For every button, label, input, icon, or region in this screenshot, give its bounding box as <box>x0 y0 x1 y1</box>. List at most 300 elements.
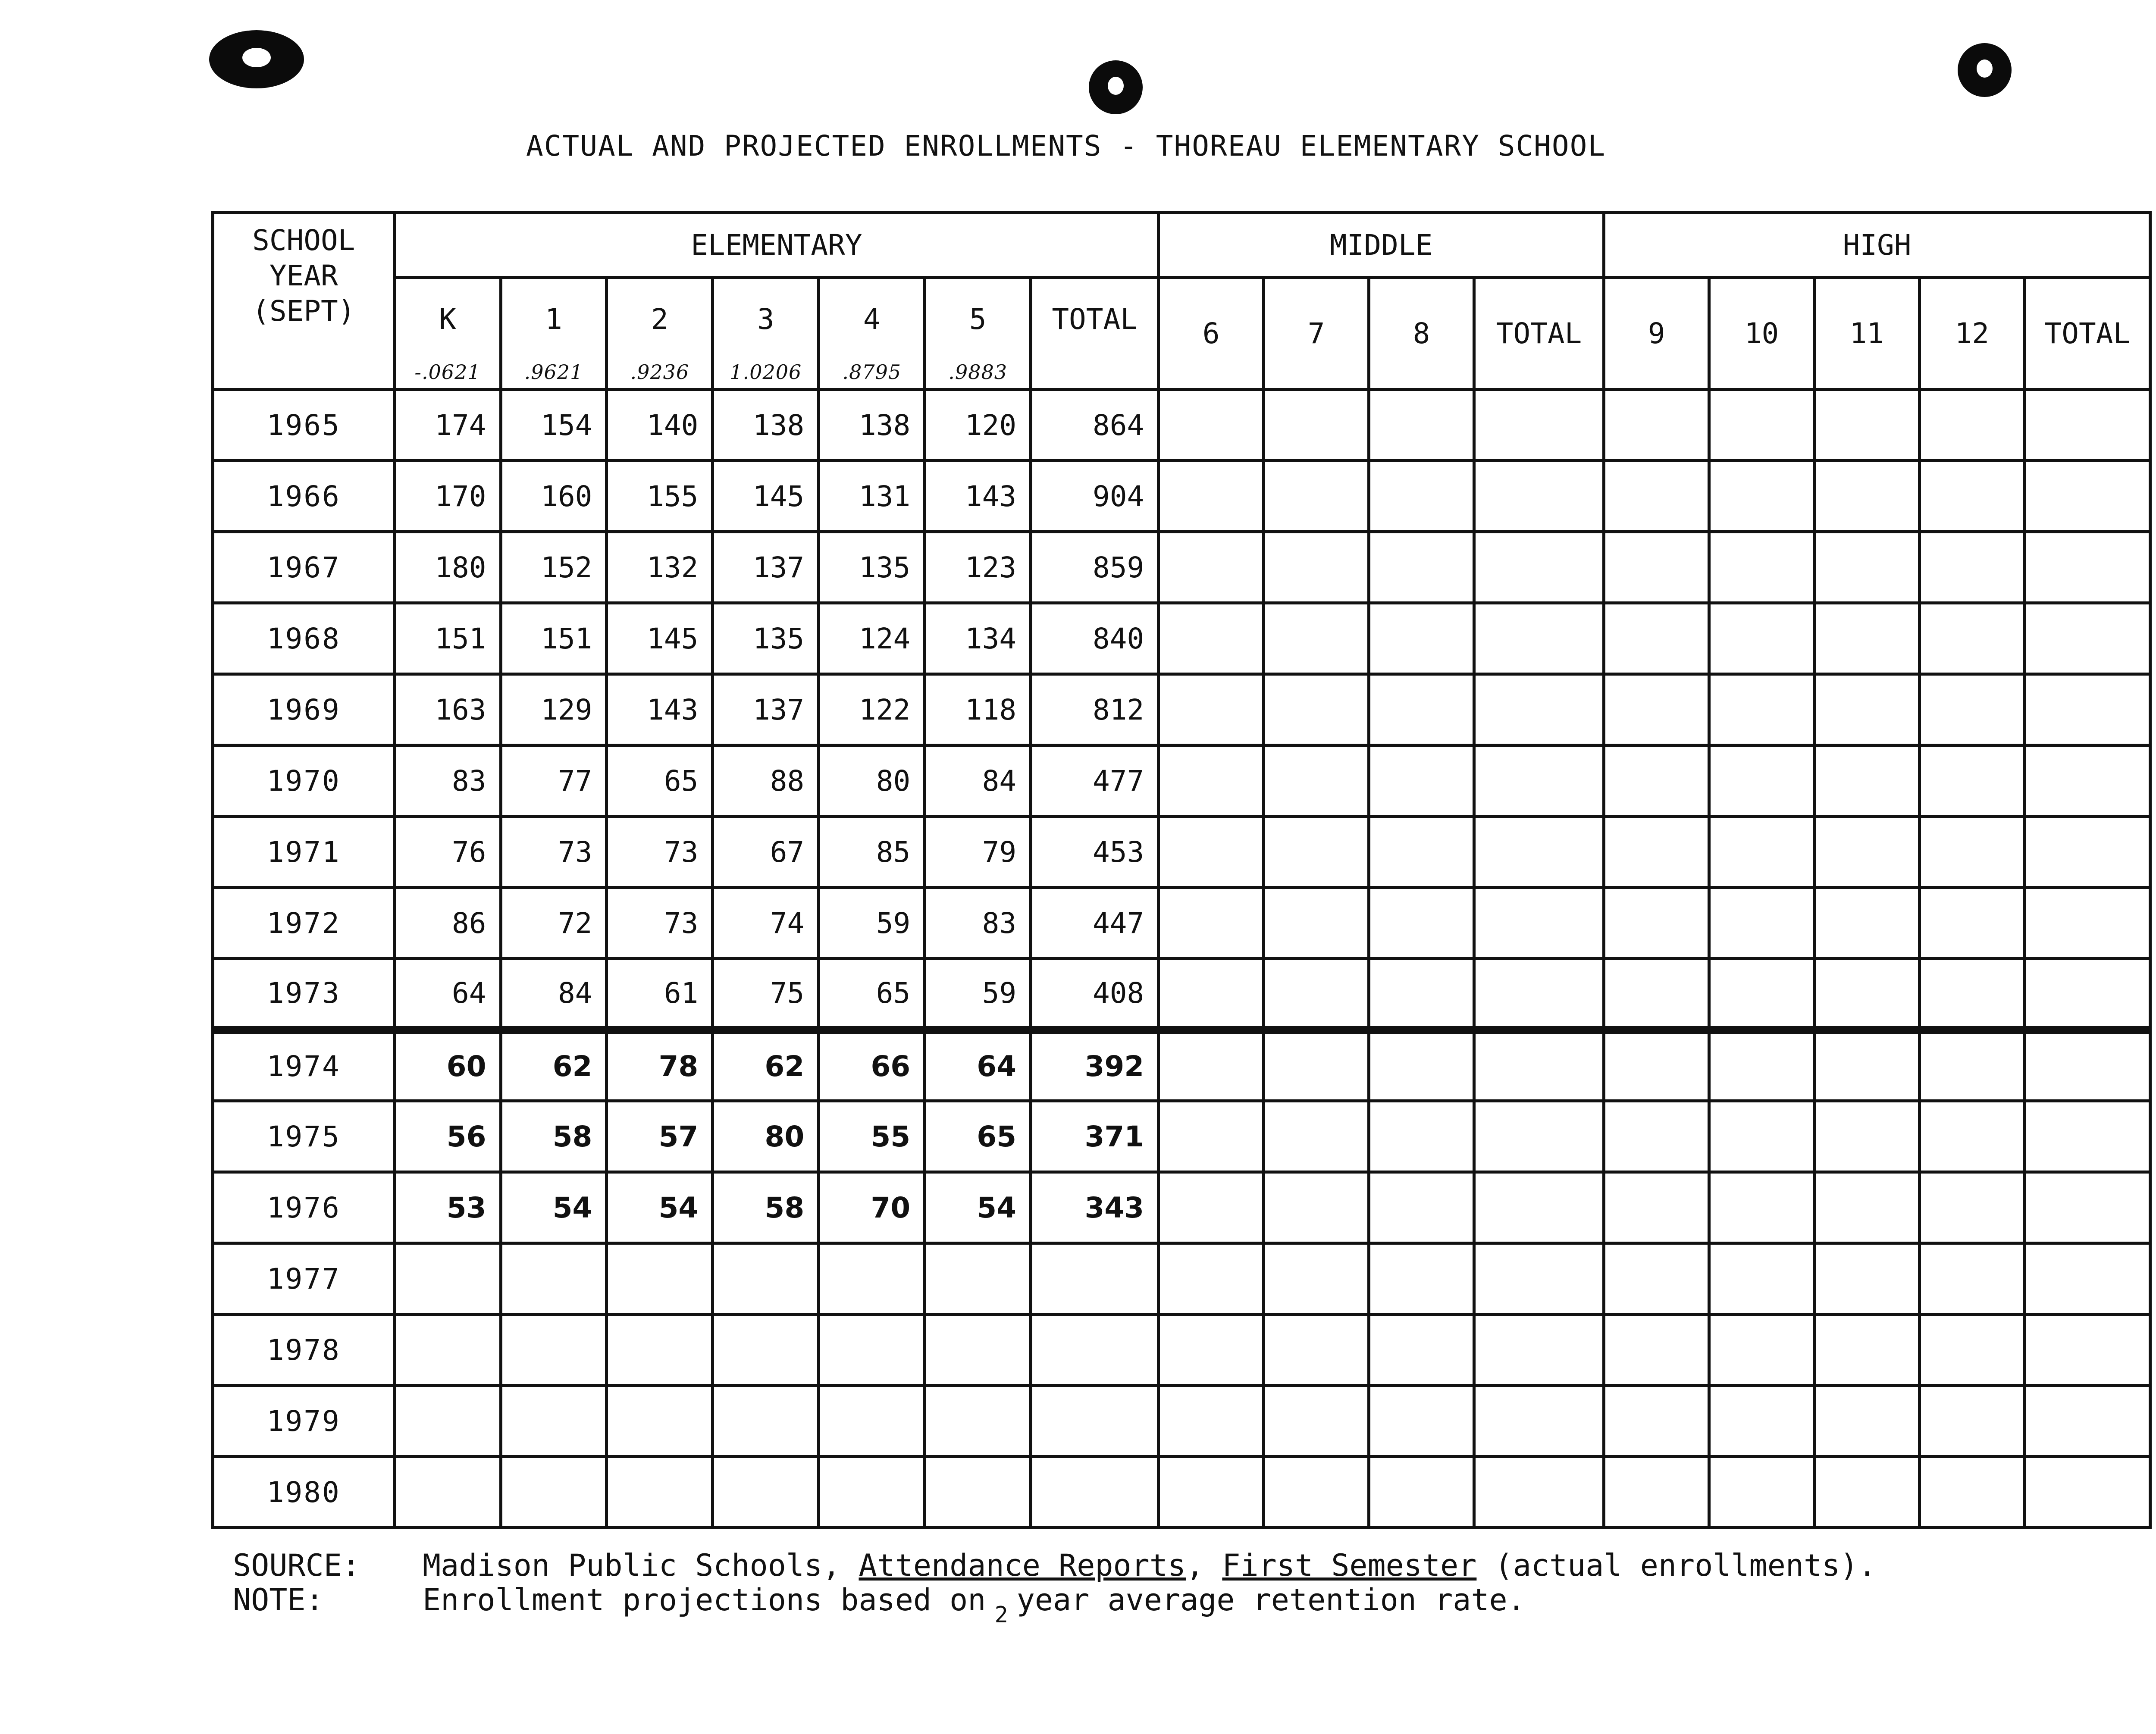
grade-header-4 <box>819 278 925 390</box>
school-year-cell: 1971 <box>213 817 395 888</box>
enrollment-cell <box>607 1386 713 1457</box>
note-text-end: year average retention rate. <box>1016 1582 1526 1618</box>
middle-group-header: MIDDLE <box>1159 213 1604 278</box>
high-empty-cell <box>1604 1030 1709 1101</box>
grade-header-8: 8 <box>1369 278 1474 390</box>
enrollment-cell: 53 <box>395 1172 501 1243</box>
middle-empty-cell <box>1474 1101 1604 1172</box>
high-empty-cell <box>1604 532 1709 603</box>
high-empty-cell <box>1919 888 2024 959</box>
high-empty-cell <box>1814 1457 1919 1528</box>
enrollment-cell <box>713 1243 819 1315</box>
middle-empty-cell <box>1474 1457 1604 1528</box>
retention-rate: .9621 <box>524 360 583 384</box>
middle-empty-cell <box>1369 1457 1474 1528</box>
enrollment-cell: 134 <box>925 603 1031 674</box>
elementary-total-cell: 477 <box>1031 745 1159 817</box>
source-comma: , <box>1186 1548 1204 1583</box>
enrollment-cell: 131 <box>819 461 925 532</box>
middle-empty-cell <box>1474 1030 1604 1101</box>
grade-label: K <box>439 303 456 336</box>
enrollment-cell: 58 <box>713 1172 819 1243</box>
high-empty-cell <box>1709 1030 1814 1101</box>
elementary-total-cell: 371 <box>1031 1101 1159 1172</box>
enrollment-cell <box>925 1315 1031 1386</box>
high-empty-cell <box>1604 674 1709 745</box>
middle-empty-cell <box>1264 532 1369 603</box>
school-year-cell: 1975 <box>213 1101 395 1172</box>
enrollment-cell: 135 <box>819 532 925 603</box>
enrollment-cell: 137 <box>713 532 819 603</box>
punch-hole-right <box>1958 43 2012 97</box>
high-empty-cell <box>1709 603 1814 674</box>
note-label: NOTE: <box>233 1582 324 1618</box>
elementary-total-cell <box>1031 1243 1159 1315</box>
elementary-total-cell: 453 <box>1031 817 1159 888</box>
enrollment-cell: 60 <box>395 1030 501 1101</box>
middle-empty-cell <box>1369 1315 1474 1386</box>
high-empty-cell <box>1919 390 2024 461</box>
middle-empty-cell <box>1264 1386 1369 1457</box>
high-empty-cell <box>1919 603 2024 674</box>
enrollment-cell <box>501 1386 607 1457</box>
grade-label: 3 <box>757 303 774 336</box>
middle-empty-cell <box>1159 603 1264 674</box>
middle-empty-cell <box>1369 461 1474 532</box>
high-empty-cell <box>1604 817 1709 888</box>
enrollment-cell: 140 <box>607 390 713 461</box>
enrollment-cell: 56 <box>395 1101 501 1172</box>
retention-rate: .9236 <box>630 360 689 384</box>
page-title: ACTUAL AND PROJECTED ENROLLMENTS - THOREAU ELEMENTARY SCHOOL <box>526 129 1606 163</box>
elementary-total-cell: 864 <box>1031 390 1159 461</box>
high-empty-cell <box>2024 888 2150 959</box>
high-empty-cell <box>2024 603 2150 674</box>
elementary-total-cell: 859 <box>1031 532 1159 603</box>
high-empty-cell <box>1709 390 1814 461</box>
enrollment-cell <box>501 1315 607 1386</box>
middle-empty-cell <box>1474 603 1604 674</box>
high-empty-cell <box>1709 532 1814 603</box>
high-empty-cell <box>1814 1030 1919 1101</box>
enrollment-cell: 123 <box>925 532 1031 603</box>
high-empty-cell <box>1814 1172 1919 1243</box>
enrollment-cell: 145 <box>607 603 713 674</box>
enrollment-cell <box>819 1457 925 1528</box>
high-empty-cell <box>2024 817 2150 888</box>
enrollment-cell: 137 <box>713 674 819 745</box>
enrollment-cell: 72 <box>501 888 607 959</box>
high-empty-cell <box>1709 745 1814 817</box>
high-empty-cell <box>1604 959 1709 1030</box>
school-year-cell: 1978 <box>213 1315 395 1386</box>
grade-label: 5 <box>969 303 987 336</box>
source-text-actual: (actual enrollments). <box>1495 1548 1877 1583</box>
school-year-cell: 1968 <box>213 603 395 674</box>
grade-header-row <box>213 278 2150 390</box>
high-empty-cell <box>1814 1101 1919 1172</box>
middle-empty-cell <box>1264 1315 1369 1386</box>
middle-empty-cell <box>1264 390 1369 461</box>
school-year-cell: 1973 <box>213 959 395 1030</box>
enrollment-cell: 132 <box>607 532 713 603</box>
elementary-total-cell <box>1031 1457 1159 1528</box>
middle-empty-cell <box>1264 1030 1369 1101</box>
source-reference-semester: First Semester <box>1222 1548 1477 1583</box>
grade-header-9: 9 <box>1604 278 1709 390</box>
high-empty-cell <box>2024 1243 2150 1315</box>
enrollment-cell: 138 <box>713 390 819 461</box>
elementary-total-cell: 408 <box>1031 959 1159 1030</box>
high-empty-cell <box>1604 1386 1709 1457</box>
high-empty-cell <box>1709 461 1814 532</box>
enrollment-cell: 73 <box>607 817 713 888</box>
middle-empty-cell <box>1159 461 1264 532</box>
high-empty-cell <box>2024 745 2150 817</box>
high-empty-cell <box>1814 817 1919 888</box>
enrollment-cell: 79 <box>925 817 1031 888</box>
enrollment-cell: 84 <box>501 959 607 1030</box>
high-empty-cell <box>1604 1315 1709 1386</box>
high-empty-cell <box>1604 745 1709 817</box>
table-row <box>213 390 2150 461</box>
group-header-row <box>213 213 2150 278</box>
note-text: Enrollment projections based on <box>423 1582 986 1618</box>
high-empty-cell <box>1919 1386 2024 1457</box>
source-label: SOURCE: <box>233 1548 360 1583</box>
middle-empty-cell <box>1159 745 1264 817</box>
grade-header-7: 7 <box>1264 278 1369 390</box>
enrollment-cell <box>501 1243 607 1315</box>
enrollment-cell: 138 <box>819 390 925 461</box>
high-empty-cell <box>1919 817 2024 888</box>
enrollment-cell: 160 <box>501 461 607 532</box>
enrollment-table <box>211 211 2152 1529</box>
middle-empty-cell <box>1369 1172 1474 1243</box>
high-empty-cell <box>1709 1101 1814 1172</box>
high-empty-cell <box>2024 390 2150 461</box>
high-empty-cell <box>1814 1386 1919 1457</box>
middle-empty-cell <box>1369 817 1474 888</box>
enrollment-cell: 59 <box>819 888 925 959</box>
enrollment-cell <box>925 1386 1031 1457</box>
enrollment-cell: 54 <box>501 1172 607 1243</box>
grade-header-12: 12 <box>1919 278 2024 390</box>
enrollment-cell <box>819 1243 925 1315</box>
middle-empty-cell <box>1474 1172 1604 1243</box>
high-empty-cell <box>2024 674 2150 745</box>
enrollment-cell: 75 <box>713 959 819 1030</box>
middle-empty-cell <box>1369 390 1474 461</box>
enrollment-cell: 88 <box>713 745 819 817</box>
grade-label: TOTAL <box>1052 303 1138 336</box>
enrollment-cell <box>713 1457 819 1528</box>
school-year-header-line-1: SCHOOL <box>252 224 355 257</box>
retention-rate: .8795 <box>842 360 902 384</box>
enrollment-cell: 120 <box>925 390 1031 461</box>
high-empty-cell <box>1604 1101 1709 1172</box>
school-year-cell: 1965 <box>213 390 395 461</box>
middle-empty-cell <box>1264 1457 1369 1528</box>
middle-empty-cell <box>1264 745 1369 817</box>
middle-empty-cell <box>1159 532 1264 603</box>
source-reference-attendance: Attendance Reports <box>859 1548 1186 1583</box>
grade-label: 1 <box>545 303 562 336</box>
source-text: Madison Public Schools, <box>423 1548 841 1583</box>
high-empty-cell <box>2024 1030 2150 1101</box>
elementary-total-cell: 904 <box>1031 461 1159 532</box>
enrollment-cell: 151 <box>501 603 607 674</box>
middle-empty-cell <box>1264 1243 1369 1315</box>
enrollment-cell: 154 <box>501 390 607 461</box>
high-empty-cell <box>1919 1457 2024 1528</box>
middle-empty-cell <box>1264 461 1369 532</box>
high-empty-cell <box>1814 1315 1919 1386</box>
enrollment-cell: 67 <box>713 817 819 888</box>
school-year-cell: 1977 <box>213 1243 395 1315</box>
high-empty-cell <box>1709 1172 1814 1243</box>
middle-empty-cell <box>1159 1457 1264 1528</box>
enrollment-cell <box>395 1457 501 1528</box>
enrollment-cell: 62 <box>501 1030 607 1101</box>
middle-empty-cell <box>1159 1243 1264 1315</box>
high-empty-cell <box>2024 532 2150 603</box>
enrollment-cell: 143 <box>607 674 713 745</box>
middle-empty-cell <box>1474 1386 1604 1457</box>
high-empty-cell <box>1814 959 1919 1030</box>
table-row <box>213 603 2150 674</box>
school-year-cell: 1980 <box>213 1457 395 1528</box>
high-group-header: HIGH <box>1604 213 2150 278</box>
middle-empty-cell <box>1474 532 1604 603</box>
high-empty-cell <box>1814 1243 1919 1315</box>
enrollment-cell: 64 <box>925 1030 1031 1101</box>
middle-empty-cell <box>1159 1172 1264 1243</box>
enrollment-cell: 54 <box>607 1172 713 1243</box>
elementary-total-cell: 447 <box>1031 888 1159 959</box>
elementary-total-cell <box>1031 1386 1159 1457</box>
enrollment-cell <box>395 1386 501 1457</box>
enrollment-cell: 152 <box>501 532 607 603</box>
enrollment-cell: 151 <box>395 603 501 674</box>
enrollment-cell: 70 <box>819 1172 925 1243</box>
high-empty-cell <box>1814 603 1919 674</box>
high-empty-cell <box>2024 461 2150 532</box>
high-empty-cell <box>1604 603 1709 674</box>
table-row <box>213 1030 2150 1101</box>
table-row <box>213 1172 2150 1243</box>
high-empty-cell <box>1604 461 1709 532</box>
middle-empty-cell <box>1264 817 1369 888</box>
elementary-total-cell: 392 <box>1031 1030 1159 1101</box>
enrollment-cell: 129 <box>501 674 607 745</box>
enrollment-cell <box>395 1243 501 1315</box>
high-empty-cell <box>1709 1386 1814 1457</box>
school-year-header-line-3: (SEPT) <box>252 294 355 328</box>
middle-empty-cell <box>1159 817 1264 888</box>
school-year-cell: 1969 <box>213 674 395 745</box>
enrollment-cell: 55 <box>819 1101 925 1172</box>
enrollment-cell: 61 <box>607 959 713 1030</box>
source-line <box>233 1548 1877 1583</box>
middle-empty-cell <box>1474 888 1604 959</box>
note-number: 2 <box>994 1602 1008 1628</box>
enrollment-cell: 76 <box>395 817 501 888</box>
middle-empty-cell <box>1369 888 1474 959</box>
enrollment-cell: 174 <box>395 390 501 461</box>
middle-empty-cell <box>1474 959 1604 1030</box>
enrollment-cell <box>925 1457 1031 1528</box>
school-year-cell: 1966 <box>213 461 395 532</box>
high-empty-cell <box>2024 1101 2150 1172</box>
middle-empty-cell <box>1264 603 1369 674</box>
enrollment-cell: 59 <box>925 959 1031 1030</box>
middle-empty-cell <box>1474 390 1604 461</box>
school-year-header-line-2: YEAR <box>269 259 338 292</box>
high-empty-cell <box>1604 888 1709 959</box>
elementary-total-cell: 343 <box>1031 1172 1159 1243</box>
middle-empty-cell <box>1159 390 1264 461</box>
high-empty-cell <box>1709 1243 1814 1315</box>
middle-empty-cell <box>1264 674 1369 745</box>
grade-label: 4 <box>863 303 881 336</box>
enrollment-cell <box>607 1315 713 1386</box>
grade-header-6: 6 <box>1159 278 1264 390</box>
high-empty-cell <box>1709 1457 1814 1528</box>
enrollment-cell: 170 <box>395 461 501 532</box>
high-empty-cell <box>1604 1243 1709 1315</box>
high-empty-cell <box>2024 1315 2150 1386</box>
enrollment-cell: 118 <box>925 674 1031 745</box>
high-empty-cell <box>1604 1457 1709 1528</box>
enrollment-cell: 145 <box>713 461 819 532</box>
enrollment-cell <box>819 1315 925 1386</box>
high-empty-cell <box>2024 1386 2150 1457</box>
enrollment-cell: 83 <box>395 745 501 817</box>
middle-total-header: TOTAL <box>1474 278 1604 390</box>
middle-empty-cell <box>1369 674 1474 745</box>
elementary-total-header <box>1031 278 1159 390</box>
middle-empty-cell <box>1474 674 1604 745</box>
middle-empty-cell <box>1159 1315 1264 1386</box>
enrollment-cell: 124 <box>819 603 925 674</box>
middle-empty-cell <box>1264 1101 1369 1172</box>
enrollment-cell: 73 <box>607 888 713 959</box>
middle-empty-cell <box>1159 888 1264 959</box>
enrollment-cell: 163 <box>395 674 501 745</box>
enrollment-cell <box>395 1315 501 1386</box>
enrollment-cell: 80 <box>819 745 925 817</box>
high-empty-cell <box>1814 532 1919 603</box>
elementary-total-cell <box>1031 1315 1159 1386</box>
grade-header-5 <box>925 278 1031 390</box>
grade-header-11: 11 <box>1814 278 1919 390</box>
enrollment-cell: 83 <box>925 888 1031 959</box>
enrollment-cell: 78 <box>607 1030 713 1101</box>
high-empty-cell <box>1919 461 2024 532</box>
school-year-cell: 1974 <box>213 1030 395 1101</box>
enrollment-cell: 155 <box>607 461 713 532</box>
high-empty-cell <box>1919 1172 2024 1243</box>
high-empty-cell <box>1709 959 1814 1030</box>
table-row <box>213 674 2150 745</box>
table-row <box>213 745 2150 817</box>
enrollment-cell: 143 <box>925 461 1031 532</box>
high-empty-cell <box>1604 390 1709 461</box>
table-row <box>213 1457 2150 1528</box>
middle-empty-cell <box>1369 1030 1474 1101</box>
school-year-cell: 1976 <box>213 1172 395 1243</box>
grade-header-10: 10 <box>1709 278 1814 390</box>
school-year-cell: 1972 <box>213 888 395 959</box>
enrollment-cell: 86 <box>395 888 501 959</box>
middle-empty-cell <box>1369 603 1474 674</box>
middle-empty-cell <box>1264 888 1369 959</box>
middle-empty-cell <box>1474 1315 1604 1386</box>
note-line <box>233 1582 1526 1628</box>
table-body <box>213 390 2150 1528</box>
school-year-cell: 1979 <box>213 1386 395 1457</box>
high-empty-cell <box>1604 1172 1709 1243</box>
high-empty-cell <box>1919 1030 2024 1101</box>
high-empty-cell <box>2024 959 2150 1030</box>
enrollment-cell: 64 <box>395 959 501 1030</box>
school-year-header <box>213 213 395 390</box>
enrollment-cell <box>501 1457 607 1528</box>
retention-rate: -.0621 <box>414 360 481 384</box>
punch-hole-left <box>209 30 304 88</box>
middle-empty-cell <box>1159 674 1264 745</box>
enrollment-cell <box>713 1315 819 1386</box>
middle-empty-cell <box>1369 1101 1474 1172</box>
grade-header-k <box>395 278 501 390</box>
table-row <box>213 1315 2150 1386</box>
middle-empty-cell <box>1474 745 1604 817</box>
high-empty-cell <box>1709 888 1814 959</box>
enrollment-cell <box>607 1457 713 1528</box>
grade-label: 2 <box>651 303 668 336</box>
grade-header-2 <box>607 278 713 390</box>
enrollment-cell: 54 <box>925 1172 1031 1243</box>
enrollment-cell: 122 <box>819 674 925 745</box>
grade-header-1 <box>501 278 607 390</box>
grade-header-3 <box>713 278 819 390</box>
high-empty-cell <box>1709 817 1814 888</box>
retention-rate: 1.0206 <box>730 360 802 384</box>
enrollment-cell: 77 <box>501 745 607 817</box>
school-year-cell: 1970 <box>213 745 395 817</box>
high-empty-cell <box>1919 745 2024 817</box>
middle-empty-cell <box>1159 1101 1264 1172</box>
enrollment-cell: 65 <box>819 959 925 1030</box>
middle-empty-cell <box>1159 959 1264 1030</box>
elementary-group-header: ELEMENTARY <box>395 213 1159 278</box>
table-row <box>213 1243 2150 1315</box>
high-empty-cell <box>1919 1315 2024 1386</box>
high-empty-cell <box>1709 1315 1814 1386</box>
school-year-cell: 1967 <box>213 532 395 603</box>
enrollment-cell: 65 <box>925 1101 1031 1172</box>
enrollment-cell: 65 <box>607 745 713 817</box>
middle-empty-cell <box>1159 1386 1264 1457</box>
high-empty-cell <box>1814 888 1919 959</box>
high-empty-cell <box>2024 1172 2150 1243</box>
enrollment-cell: 80 <box>713 1101 819 1172</box>
middle-empty-cell <box>1159 1030 1264 1101</box>
middle-empty-cell <box>1474 461 1604 532</box>
high-empty-cell <box>1919 1243 2024 1315</box>
enrollment-cell: 73 <box>501 817 607 888</box>
